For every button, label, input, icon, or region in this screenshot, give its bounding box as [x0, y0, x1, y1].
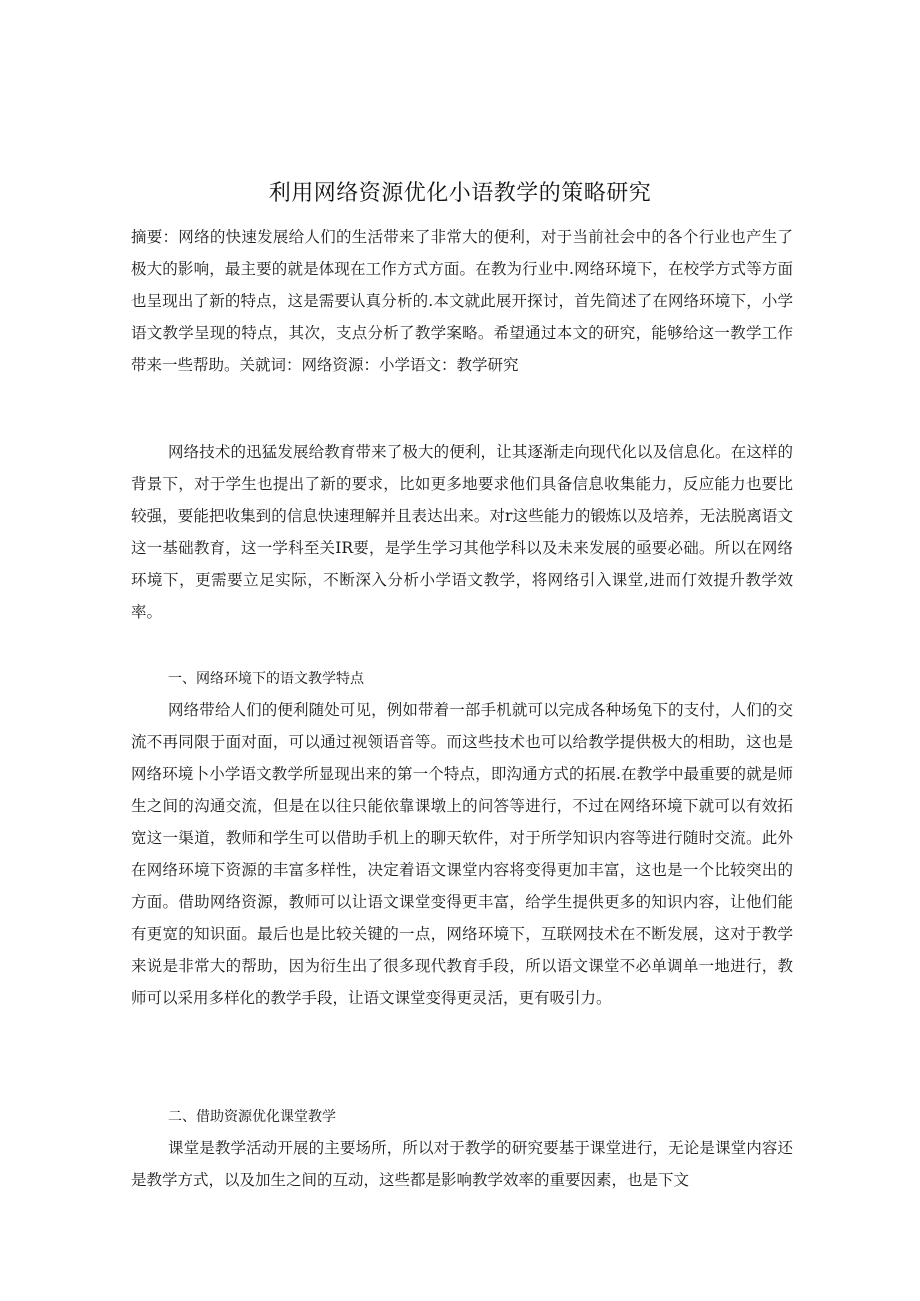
section-2-paragraph: 课堂是教学活动开展的主要场所，所以对于教学的研究要基于课堂进行，无论是课堂内容还是教学方式，以及加生之间的互动，这些都是影响教学效率的重要因素，也是下文	[131, 1139, 793, 1189]
intro-paragraph: 网络技术的迅猛发展给教育带来了极大的便利，让其逐渐走向现代化以及信息化。在这样的背景下，对于学生也提出了新的要求，比如更多地要求他们具备信息收集能力，反应能力也要比较强，要能把收集到的信息快速理解并且表达出来。对r这些能力的锻炼以及培养，无法脱离语文这一基础教育，这一学科至关IR要，是学生学习其他学科以及未来发展的亟要必础。所以在网络环境下，更需要立足实际，不断深入分析小学语文教学，将网络引入课堂,进而仃效提升教学效率。	[131, 443, 793, 621]
section-heading-1: 一、网络环境下的语文教学特点	[168, 671, 364, 687]
abstract-paragraph: 摘要：网络的快速发展给人们的生活带来了非常大的便利，对于当前社会中的各个行业也产生了极大的影响，最主要的就是体现在工作方式方面。在教为行业中.网络环境下，在校学方式等方面也呈现出了新的特点，这是需要认真分析的.本文就此展开探讨，首先简述了在网络环境下，小学语文教学呈现的特点，其次，支点分析了教学案略。希望通过本文的研究，能够给这一教学工作带来一些帮助。关就词：网络资源：小学语文：教学研究	[131, 228, 793, 374]
document-title: 利用网络资源优化小语教学的策略研究	[268, 181, 652, 206]
section-1-paragraph: 网络带给人们的便利随处可见，例如带着一部手机就可以完成各种场兔下的支付，人们的交流不再同限于面对面，可以通过视领语音等。而这些技术也可以给教学提供极大的相助，这也是网络环境卜小学语文教学所显现出来的第一个特点，即沟通方式的拓展.在教学中最重要的就是师生之间的沟通交流，但是在以往只能依靠课墩上的问答等进行，不过在网络环境下就可以有效拓宽这一渠道，教师和学生可以借助手机上的聊天软件，对于所学知识内容等进行随时交流。此外在网络环境下资源的丰富多样性，决定着语文课堂内容将变得更加丰富，这也是一个比较突出的方面。借助网络资源，教师可以让语文课堂变得更丰富，给学生提供更多的知识内容，让他们能有更宽的知识面。最后也是比较关键的一点，网络环境下，互联网技术在不断发展，这对于教学来说是非常大的帮助，因为衍生出了很多现代教育手段，所以语文课堂不必单调单一地进行，教师可以采用多样化的教学手段，让语文课堂变得更灵活，更有吸引力。	[131, 701, 793, 1007]
section-heading-2: 二、借助资源优化课堂教学	[168, 1109, 336, 1125]
